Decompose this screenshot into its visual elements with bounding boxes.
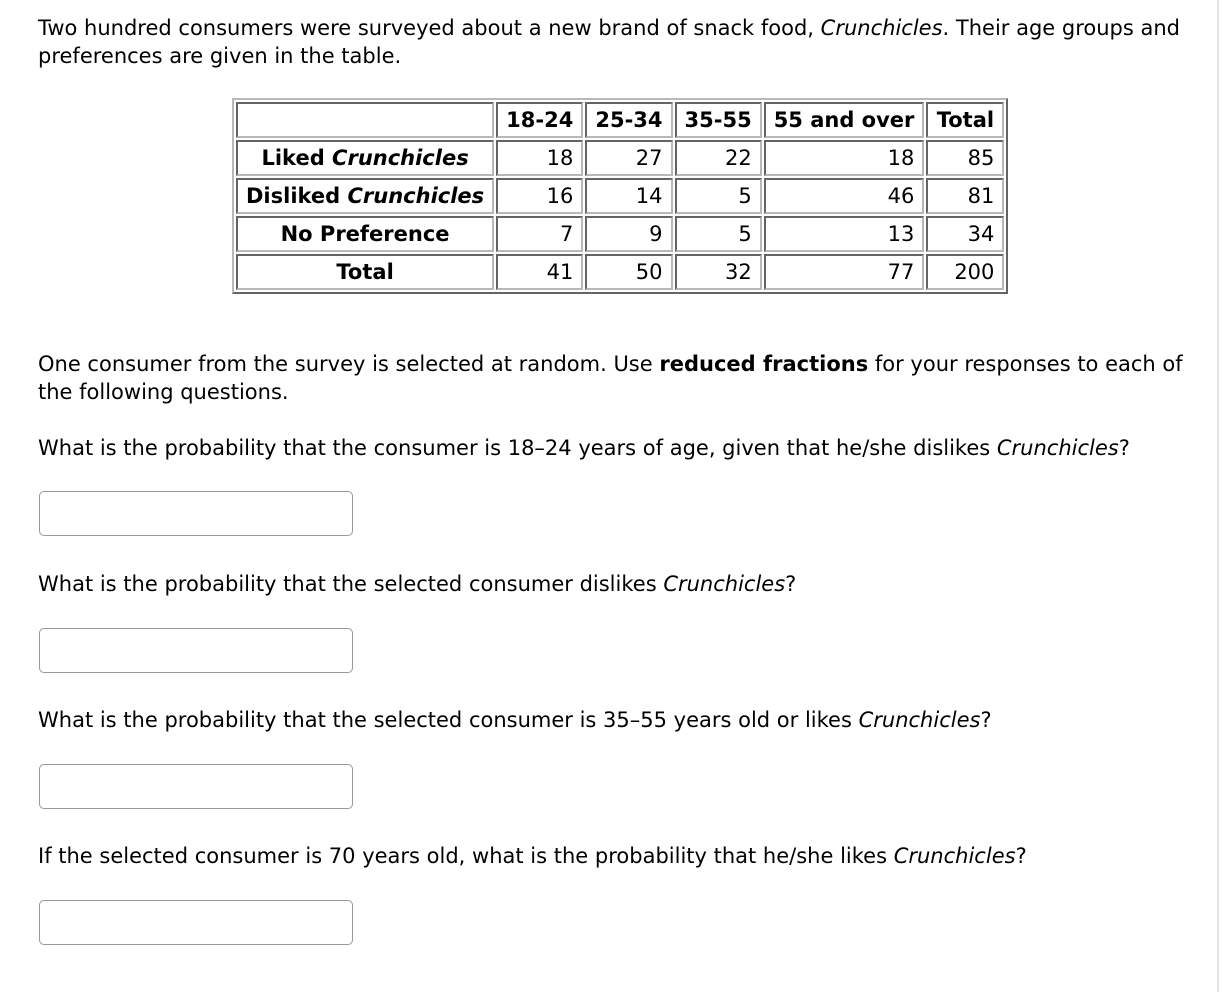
table-cell: 5 xyxy=(675,178,762,214)
table-row xyxy=(236,178,1004,214)
table-total-row xyxy=(236,254,1004,290)
answer-input-3[interactable] xyxy=(39,764,353,809)
row-label: No Preference xyxy=(236,216,494,252)
table-cell: 85 xyxy=(926,140,1004,176)
table-cell: 41 xyxy=(496,254,583,290)
answer-input-2[interactable] xyxy=(39,628,353,673)
table-cell: 22 xyxy=(675,140,762,176)
answer-input-4[interactable] xyxy=(39,900,353,945)
answer-input-1[interactable] xyxy=(39,491,353,536)
question-1: What is the probability that the consumer is 18–24 years of age, given that he/she dislikes Crunchicles? xyxy=(38,436,1130,460)
table-row xyxy=(236,216,1004,252)
table-header-cell: Total xyxy=(926,102,1004,138)
table-header-cell: 55 and over xyxy=(764,102,925,138)
row-label: Disliked Crunchicles xyxy=(236,178,494,214)
question-2: What is the probability that the selected consumer dislikes Crunchicles? xyxy=(38,572,797,596)
row-label: Total xyxy=(236,254,494,290)
table-header-cell: 18-24 xyxy=(496,102,583,138)
table-cell: 46 xyxy=(764,178,925,214)
table-cell: 34 xyxy=(926,216,1004,252)
question-3: What is the probability that the selected consumer is 35–55 years old or likes Crunchicles? xyxy=(38,708,992,732)
table-cell: 81 xyxy=(926,178,1004,214)
instruction-text: One consumer from the survey is selected at random. Use reduced fractions for your responses to each of the following questions. xyxy=(38,352,1183,404)
table-row xyxy=(236,140,1004,176)
brand-name: Crunchicles xyxy=(820,16,943,40)
table-cell: 27 xyxy=(585,140,672,176)
question-4: If the selected consumer is 70 years old, what is the probability that he/she likes Crunchicles? xyxy=(38,844,1027,868)
table-cell: 14 xyxy=(585,178,672,214)
table-cell: 32 xyxy=(675,254,762,290)
table-header-cell xyxy=(236,102,494,138)
page-right-edge xyxy=(1217,0,1219,992)
table-cell: 18 xyxy=(496,140,583,176)
table-cell: 200 xyxy=(926,254,1004,290)
table-cell: 18 xyxy=(764,140,925,176)
intro-text: Two hundred consumers were surveyed about a new brand of snack food, Crunchicles. Their age groups and preferences are given in the table. xyxy=(38,16,1180,68)
table-cell: 5 xyxy=(675,216,762,252)
table-cell: 9 xyxy=(585,216,672,252)
table-cell: 77 xyxy=(764,254,925,290)
table-cell: 50 xyxy=(585,254,672,290)
table-header-row xyxy=(236,102,1004,138)
table-cell: 16 xyxy=(496,178,583,214)
table-header-cell: 25-34 xyxy=(585,102,672,138)
table-header-cell: 35-55 xyxy=(675,102,762,138)
row-label: Liked Crunchicles xyxy=(236,140,494,176)
table-cell: 7 xyxy=(496,216,583,252)
survey-table xyxy=(232,98,1008,294)
table-cell: 13 xyxy=(764,216,925,252)
